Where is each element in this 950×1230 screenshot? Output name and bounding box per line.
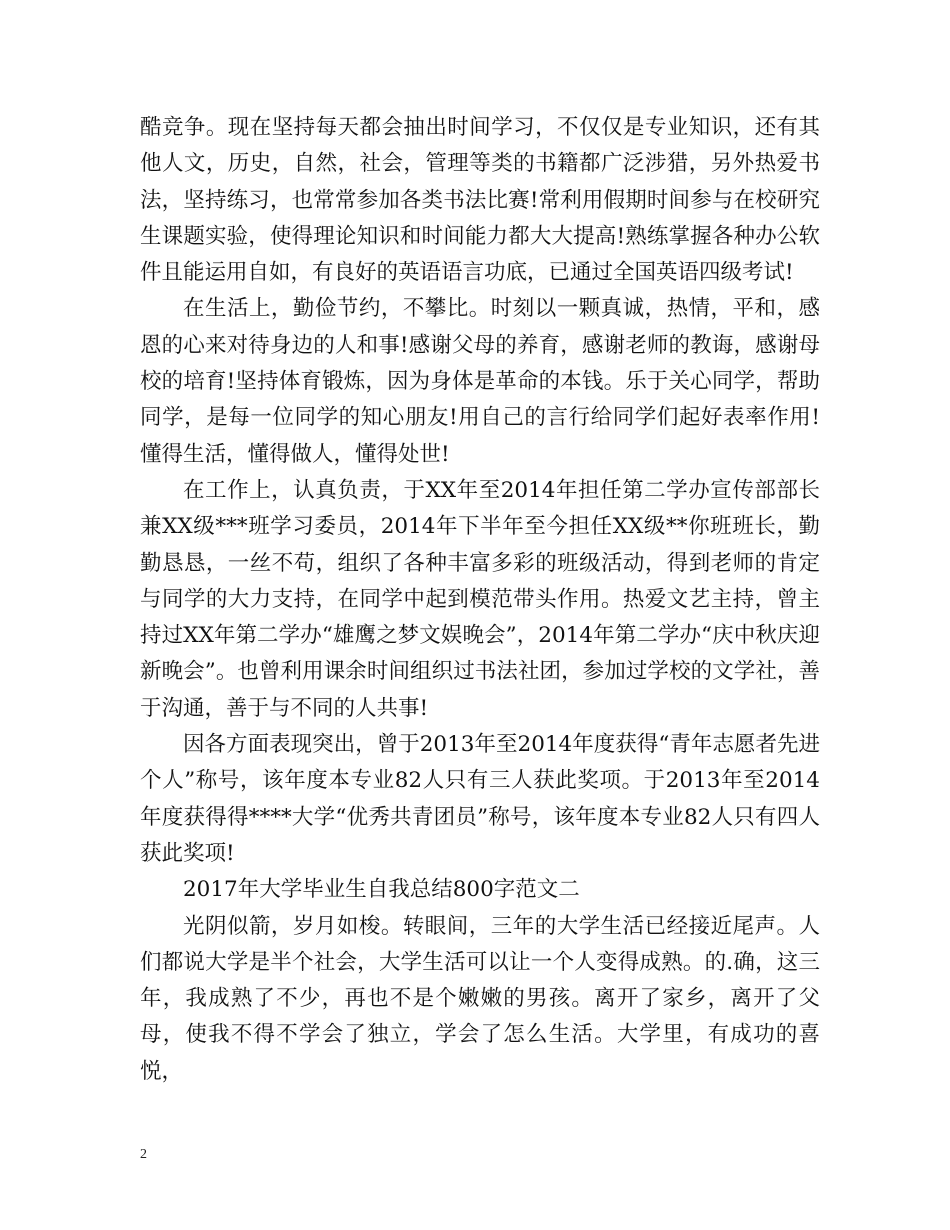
paragraph-life: 在生活上，勤俭节约，不攀比。时刻以一颗真诚，热情，平和，感恩的心来对待身边的人和事!感谢父母的养育，感谢老师的教诲，感谢母校的培育!坚持体育锻炼，因为身体是革命的本钱。乐于关心同学，帮助同学，是每一位同学的知心朋友!用自己的言行给同学们起好表率作用!懂得生活，懂得做人，懂得处世! — [140, 296, 820, 467]
body-text — [140, 110, 820, 1090]
paragraph-work: 在工作上，认真负责，于XX年至2014年担任第二学办宣传部部长兼XX级***班学习委员，2014年下半年至今担任XX级**你班班长，勤勤恳恳，一丝不苟，组织了各种丰富多彩的班级活动，得到老师的肯定与同学的大力支持，在同学中起到模范带头作用。热爱文艺主持，曾主持过XX年第二学办“雄鹰之梦文娱晚会”，2014年第二学办“庆中秋庆迎新晚会”。也曾利用课余时间组织过书法社团，参加过学校的文学社，善于沟通，善于与不同的人共事! — [140, 477, 820, 721]
paragraph-awards: 因各方面表现突出，曾于2013年至2014年度获得“青年志愿者先进个人”称号，该年度本专业82人只有三人获此奖项。于2013年至2014年度获得得****大学“优秀共青团员”称号，该年度本专业82人只有四人获此奖项! — [140, 732, 820, 866]
paragraph-continued: 酷竞争。现在坚持每天都会抽出时间学习，不仅仅是专业知识，还有其他人文，历史，自然，社会，管理等类的书籍都广泛涉猎，另外热爱书法，坚持练习，也常常参加各类书法比赛!常利用假期时间参与在校研究生课题实验，使得理论知识和时间能力都大大提高!熟练掌握各种办公软件且能运用自如，有良好的英语语言功底，已通过全国英语四级考试! — [140, 115, 820, 286]
paragraph-intro: 光阴似箭，岁月如梭。转眼间，三年的大学生活已经接近尾声。人们都说大学是半个社会，大学生活可以让一个人变得成熟。的.确，这三年，我成熟了不少，再也不是个嫩嫩的男孩。离开了家乡，离开了父母，使我不得不学会了独立，学会了怎么生活。大学里，有成功的喜悦， — [140, 913, 820, 1084]
page-number: 2 — [140, 1147, 147, 1162]
section-heading: 2017年大学毕业生自我总结800字范文二 — [183, 877, 580, 903]
